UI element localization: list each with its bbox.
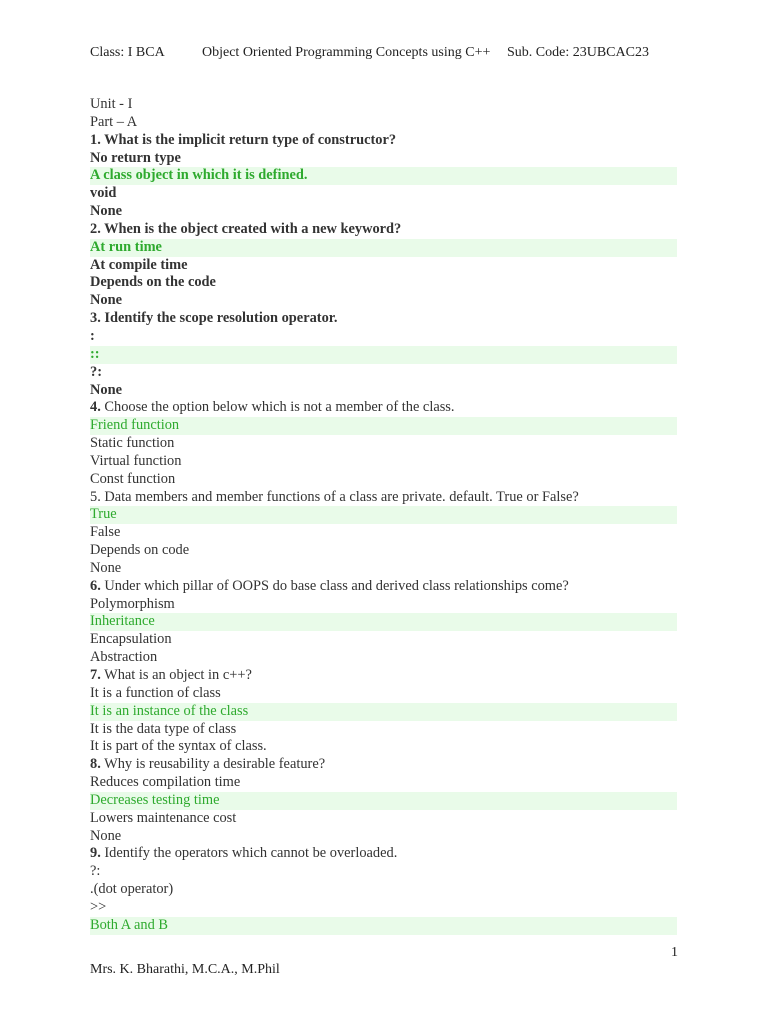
correct-answer-line (90, 917, 677, 935)
line-text: Abstraction (90, 649, 158, 666)
line-text: When is the object created with a new keyword? (100, 220, 402, 237)
line-text: None (90, 203, 122, 220)
line-text: None (90, 381, 122, 398)
line-text: A class object in which it is defined. (90, 167, 308, 184)
text-line (90, 364, 677, 382)
line-text: :: (90, 345, 100, 362)
line-text: Inheritance (90, 613, 155, 630)
class-label: Class: I BCA (90, 45, 165, 60)
line-text: None (90, 827, 122, 844)
line-text: What is an object in c++? (100, 667, 252, 683)
line-text: Part – A (90, 113, 138, 130)
page-footer: Mrs. K. Bharathi, M.C.A., M.Phil (90, 962, 280, 977)
text-line (90, 738, 677, 756)
question-line (90, 667, 677, 685)
document-body (90, 96, 677, 935)
line-text: 5. Data members and member functions of a class are private. default. True or False? (90, 488, 579, 505)
text-line (90, 774, 677, 792)
question-line (90, 132, 677, 150)
question-number: 9. (90, 845, 101, 862)
text-line (90, 185, 677, 203)
line-text: It is the data type of class (90, 720, 237, 737)
line-text: It is an instance of the class (90, 702, 249, 719)
text-line (90, 560, 677, 578)
text-line (90, 382, 677, 400)
text-line (90, 328, 677, 346)
page-header (90, 45, 690, 65)
line-text: Why is reusability a desirable feature? (100, 756, 326, 773)
line-text: >> (90, 898, 107, 915)
text-line (90, 810, 677, 828)
correct-answer-line (90, 167, 677, 185)
line-text: .(dot operator) (90, 881, 174, 898)
correct-answer-line (90, 346, 677, 364)
question-line (90, 399, 677, 417)
course-title: Object Oriented Programming Concepts using C++ (202, 45, 491, 60)
line-text: Decreases testing time (90, 791, 220, 808)
line-text: Identify the operators which cannot be overloaded. (100, 845, 398, 862)
line-text: Unit - I (90, 96, 133, 112)
correct-answer-line (90, 506, 677, 524)
text-line (90, 453, 677, 471)
page-number: 1 (671, 945, 678, 960)
line-text: Virtual function (90, 452, 182, 469)
line-text: It is a function of class (90, 684, 221, 701)
text-line (90, 310, 677, 328)
text-line (90, 863, 677, 881)
line-text: : (90, 327, 95, 344)
correct-answer-line (90, 703, 677, 721)
question-line (90, 578, 677, 596)
line-text: None (90, 559, 122, 576)
line-text: Polymorphism (90, 595, 175, 612)
question-line (90, 845, 677, 863)
text-line (90, 274, 677, 292)
line-text: Both A and B (90, 916, 168, 933)
line-text: At run time (90, 238, 162, 255)
text-line (90, 489, 677, 507)
correct-answer-line (90, 239, 677, 257)
text-line (90, 881, 677, 899)
line-text: Choose the option below which is not a member of the class. (100, 399, 455, 416)
line-text: What is the implicit return type of constructor? (100, 131, 397, 148)
text-line (90, 828, 677, 846)
line-text: Const function (90, 470, 176, 487)
line-text: Static function (90, 435, 175, 452)
line-text: At compile time (90, 256, 188, 273)
line-text: Depends on the code (90, 274, 216, 291)
text-line (90, 649, 677, 667)
line-text: ?: (90, 863, 101, 880)
text-line (90, 471, 677, 489)
line-text: It is part of the syntax of class. (90, 738, 267, 755)
question-line (90, 756, 677, 774)
line-text: ?: (90, 363, 102, 380)
text-line (90, 631, 677, 649)
line-text: No return type (90, 149, 181, 166)
line-text: 3. Identify the scope resolution operator. (90, 310, 338, 327)
question-number: 7. (90, 667, 101, 683)
question-number: 6. (90, 577, 101, 594)
question-number: 1. (90, 131, 101, 148)
text-line (90, 596, 677, 614)
subject-code: Sub. Code: 23UBCAC23 (507, 45, 649, 60)
line-text: Friend function (90, 417, 180, 434)
line-text: Lowers maintenance cost (90, 809, 237, 826)
line-text: Reduces compilation time (90, 774, 241, 791)
text-line (90, 257, 677, 275)
line-text: void (90, 185, 117, 202)
line-text: Under which pillar of OOPS do base class and derived class relationships come? (100, 577, 569, 594)
text-line (90, 899, 677, 917)
line-text: False (90, 524, 121, 541)
line-text: True (90, 506, 117, 523)
text-line (90, 542, 677, 560)
question-number: 8. (90, 756, 101, 773)
text-line (90, 96, 677, 114)
text-line (90, 721, 677, 739)
question-number: 4. (90, 399, 101, 416)
text-line (90, 524, 677, 542)
text-line (90, 114, 677, 132)
question-number: 2. (90, 220, 101, 237)
text-line (90, 150, 677, 168)
text-line (90, 435, 677, 453)
text-line (90, 292, 677, 310)
text-line (90, 685, 677, 703)
correct-answer-line (90, 613, 677, 631)
correct-answer-line (90, 417, 677, 435)
line-text: None (90, 292, 122, 309)
line-text: Encapsulation (90, 631, 172, 648)
line-text: Depends on code (90, 542, 190, 559)
text-line (90, 203, 677, 221)
correct-answer-line (90, 792, 677, 810)
question-line (90, 221, 677, 239)
